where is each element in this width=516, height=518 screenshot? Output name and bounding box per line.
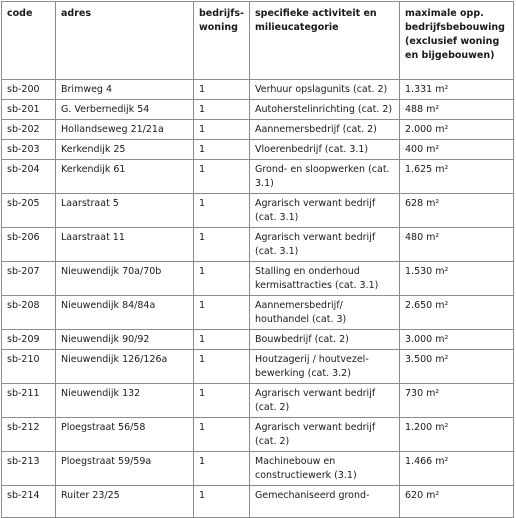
cell-max-opp: 730 m² bbox=[400, 384, 514, 418]
cell-activiteit: Agrarisch verwant bedrijf (cat. 3.1) bbox=[250, 228, 400, 262]
cell-code: sb-204 bbox=[2, 160, 56, 194]
table-row bbox=[2, 80, 514, 100]
cell-code: sb-200 bbox=[2, 80, 56, 100]
header-bedrijfswoning: bedrijfs-woning bbox=[194, 2, 250, 80]
cell-adres: Kerkendijk 61 bbox=[56, 160, 194, 194]
cell-adres: Brimweg 4 bbox=[56, 80, 194, 100]
cell-bedrijfswoning: 1 bbox=[194, 350, 250, 384]
table-row bbox=[2, 160, 514, 194]
cell-activiteit: Gemechaniseerd grond- bbox=[250, 486, 400, 518]
cell-bedrijfswoning: 1 bbox=[194, 80, 250, 100]
cell-adres: G. Verbernedijk 54 bbox=[56, 100, 194, 120]
cell-adres: Ploegstraat 59/59a bbox=[56, 452, 194, 486]
table-row bbox=[2, 486, 514, 518]
header-max-opp: maximale opp. bedrijfsbebouwing (exclusief woning en bijgebouwen) bbox=[400, 2, 514, 80]
cell-code: sb-206 bbox=[2, 228, 56, 262]
cell-bedrijfswoning: 1 bbox=[194, 140, 250, 160]
cell-max-opp: 1.331 m² bbox=[400, 80, 514, 100]
cell-code: sb-207 bbox=[2, 262, 56, 296]
table-row bbox=[2, 100, 514, 120]
cell-activiteit: Aannemersbedrijf (cat. 2) bbox=[250, 120, 400, 140]
table-row bbox=[2, 262, 514, 296]
cell-bedrijfswoning: 1 bbox=[194, 228, 250, 262]
cell-activiteit: Autoherstelinrichting (cat. 2) bbox=[250, 100, 400, 120]
cell-code: sb-202 bbox=[2, 120, 56, 140]
cell-bedrijfswoning: 1 bbox=[194, 384, 250, 418]
cell-code: sb-214 bbox=[2, 486, 56, 518]
cell-max-opp: 3.000 m² bbox=[400, 330, 514, 350]
table-row bbox=[2, 194, 514, 228]
table-row bbox=[2, 140, 514, 160]
cell-bedrijfswoning: 1 bbox=[194, 262, 250, 296]
cell-adres: Nieuwendijk 84/84a bbox=[56, 296, 194, 330]
cell-activiteit: Machinebouw en constructiewerk (3.1) bbox=[250, 452, 400, 486]
cell-adres: Nieuwendijk 90/92 bbox=[56, 330, 194, 350]
cell-max-opp: 1.466 m² bbox=[400, 452, 514, 486]
cell-max-opp: 488 m² bbox=[400, 100, 514, 120]
cell-bedrijfswoning: 1 bbox=[194, 486, 250, 518]
cell-activiteit: Aannemersbedrijf/ houthandel (cat. 3) bbox=[250, 296, 400, 330]
cell-code: sb-209 bbox=[2, 330, 56, 350]
cell-activiteit: Vloerenbedrijf (cat. 3.1) bbox=[250, 140, 400, 160]
cell-activiteit: Verhuur opslagunits (cat. 2) bbox=[250, 80, 400, 100]
cell-bedrijfswoning: 1 bbox=[194, 160, 250, 194]
cell-code: sb-211 bbox=[2, 384, 56, 418]
table-row bbox=[2, 296, 514, 330]
cell-activiteit: Grond- en sloopwerken (cat. 3.1) bbox=[250, 160, 400, 194]
cell-activiteit: Stalling en onderhoud kermisattracties (cat. 3.1) bbox=[250, 262, 400, 296]
cell-adres: Kerkendijk 25 bbox=[56, 140, 194, 160]
cell-max-opp: 1.625 m² bbox=[400, 160, 514, 194]
cell-activiteit: Agrarisch verwant bedrijf (cat. 2) bbox=[250, 418, 400, 452]
cell-max-opp: 1.530 m² bbox=[400, 262, 514, 296]
cell-adres: Nieuwendijk 126/126a bbox=[56, 350, 194, 384]
cell-bedrijfswoning: 1 bbox=[194, 194, 250, 228]
header-code: code bbox=[2, 2, 56, 80]
zoning-table bbox=[1, 1, 514, 518]
cell-activiteit: Bouwbedrijf (cat. 2) bbox=[250, 330, 400, 350]
header-adres: adres bbox=[56, 2, 194, 80]
cell-max-opp: 480 m² bbox=[400, 228, 514, 262]
cell-max-opp: 400 m² bbox=[400, 140, 514, 160]
cell-activiteit: Agrarisch verwant bedrijf (cat. 2) bbox=[250, 384, 400, 418]
cell-max-opp: 3.500 m² bbox=[400, 350, 514, 384]
cell-code: sb-210 bbox=[2, 350, 56, 384]
cell-activiteit: Houtzagerij / houtvezel-bewerking (cat. 3.2) bbox=[250, 350, 400, 384]
cell-adres: Laarstraat 11 bbox=[56, 228, 194, 262]
cell-adres: Nieuwendijk 132 bbox=[56, 384, 194, 418]
table-row bbox=[2, 418, 514, 452]
cell-adres: Hollandseweg 21/21a bbox=[56, 120, 194, 140]
cell-max-opp: 628 m² bbox=[400, 194, 514, 228]
table-row bbox=[2, 330, 514, 350]
header-activiteit: specifieke activiteit en milieucategorie bbox=[250, 2, 400, 80]
cell-bedrijfswoning: 1 bbox=[194, 120, 250, 140]
cell-adres: Ruiter 23/25 bbox=[56, 486, 194, 518]
table-row bbox=[2, 228, 514, 262]
table-row bbox=[2, 120, 514, 140]
cell-code: sb-212 bbox=[2, 418, 56, 452]
cell-max-opp: 2.650 m² bbox=[400, 296, 514, 330]
cell-code: sb-203 bbox=[2, 140, 56, 160]
cell-adres: Laarstraat 5 bbox=[56, 194, 194, 228]
cell-activiteit: Agrarisch verwant bedrijf (cat. 3.1) bbox=[250, 194, 400, 228]
table-row bbox=[2, 452, 514, 486]
cell-code: sb-201 bbox=[2, 100, 56, 120]
cell-bedrijfswoning: 1 bbox=[194, 296, 250, 330]
table-header-row bbox=[2, 2, 514, 80]
cell-code: sb-208 bbox=[2, 296, 56, 330]
cell-bedrijfswoning: 1 bbox=[194, 418, 250, 452]
cell-bedrijfswoning: 1 bbox=[194, 452, 250, 486]
cell-max-opp: 2.000 m² bbox=[400, 120, 514, 140]
cell-max-opp: 1.200 m² bbox=[400, 418, 514, 452]
cell-max-opp: 620 m² bbox=[400, 486, 514, 518]
cell-bedrijfswoning: 1 bbox=[194, 100, 250, 120]
cell-code: sb-213 bbox=[2, 452, 56, 486]
table-row bbox=[2, 350, 514, 384]
cell-code: sb-205 bbox=[2, 194, 56, 228]
cell-adres: Nieuwendijk 70a/70b bbox=[56, 262, 194, 296]
table-row bbox=[2, 384, 514, 418]
cell-bedrijfswoning: 1 bbox=[194, 330, 250, 350]
cell-adres: Ploegstraat 56/58 bbox=[56, 418, 194, 452]
